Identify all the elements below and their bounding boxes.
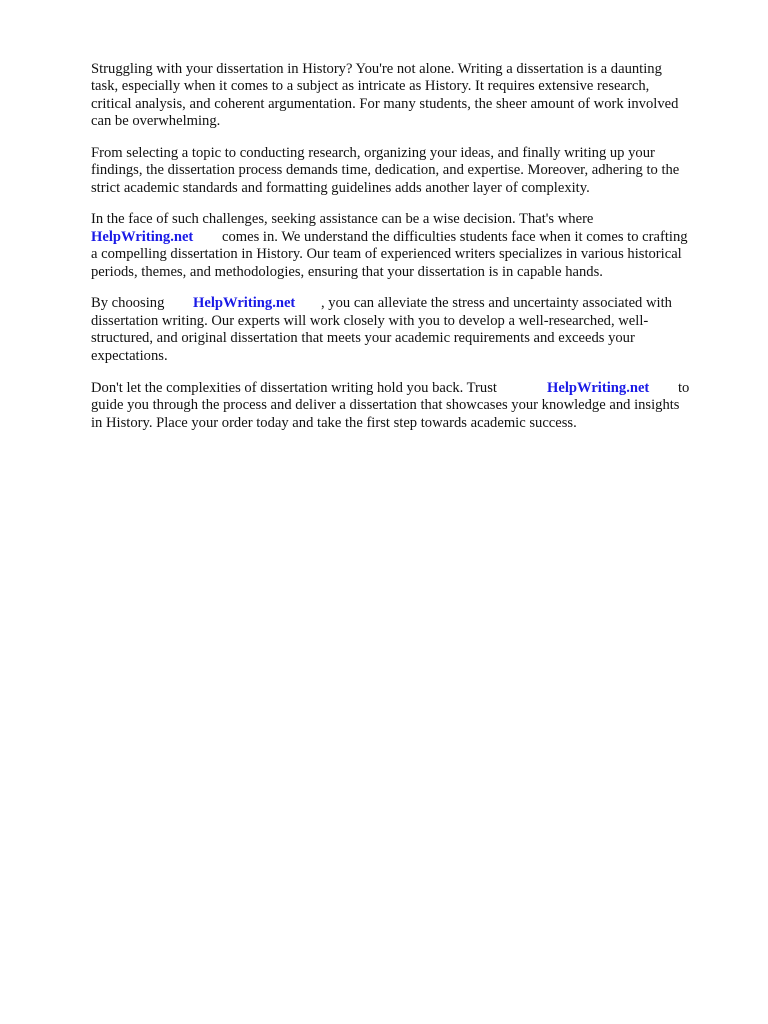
paragraph-4-line-1-start: By choosing	[91, 295, 165, 311]
paragraph-5-line-1-start: Don't let the complexities of dissertation writing hold you back. Trust	[91, 380, 497, 396]
paragraph-5-line-2: guide you through the process and deliver a dissertation that showcases your knowledge and insights	[91, 397, 680, 413]
paragraph-4-line-3: structured, and original dissertation that meets your academic requirements and exceeds your	[91, 330, 635, 346]
paragraph-4-line-1-end: , you can alleviate the stress and uncertainty associated with	[321, 295, 672, 311]
paragraph-1-line-1: Struggling with your dissertation in History? You're not alone. Writing a dissertation is a daunting	[91, 61, 662, 77]
paragraph-1-line-3: critical analysis, and coherent argumentation. For many students, the sheer amount of work involved	[91, 96, 679, 112]
paragraph-4-line-2: dissertation writing. Our experts will work closely with you to develop a well-researched, well-	[91, 313, 649, 329]
helpwriting-link-1[interactable]: HelpWriting.net	[91, 229, 194, 245]
paragraph-5-line-1-end: to	[678, 380, 690, 396]
helpwriting-link-3[interactable]: HelpWriting.net	[547, 380, 650, 396]
paragraph-5-line-3: in History. Place your order today and take the first step towards academic success.	[91, 415, 577, 431]
paragraph-2-line-2: findings, the dissertation process demands time, dedication, and expertise. Moreover, adhering to the	[91, 162, 680, 178]
paragraph-4-line-4: expectations.	[91, 348, 168, 364]
paragraph-3-line-3: a compelling dissertation in History. Our team of experienced writers specializes in various historical	[91, 246, 682, 262]
paragraph-3-line-1: In the face of such challenges, seeking assistance can be a wise decision. That's where	[91, 211, 594, 227]
paragraph-1-line-2: task, especially when it comes to a subject as intricate as History. It requires extensive research,	[91, 78, 650, 94]
paragraph-3-line-4: periods, themes, and methodologies, ensuring that your dissertation is in capable hands.	[91, 264, 603, 280]
paragraph-3-line-2-rest: comes in. We understand the difficulties students face when it comes to crafting	[222, 229, 688, 245]
paragraph-2-line-1: From selecting a topic to conducting research, organizing your ideas, and finally writing up your	[91, 145, 655, 161]
paragraph-1-line-4: can be overwhelming.	[91, 113, 221, 129]
helpwriting-link-2[interactable]: HelpWriting.net	[193, 295, 296, 311]
paragraph-2-line-3: strict academic standards and formatting guidelines adds another layer of complexity.	[91, 180, 590, 196]
